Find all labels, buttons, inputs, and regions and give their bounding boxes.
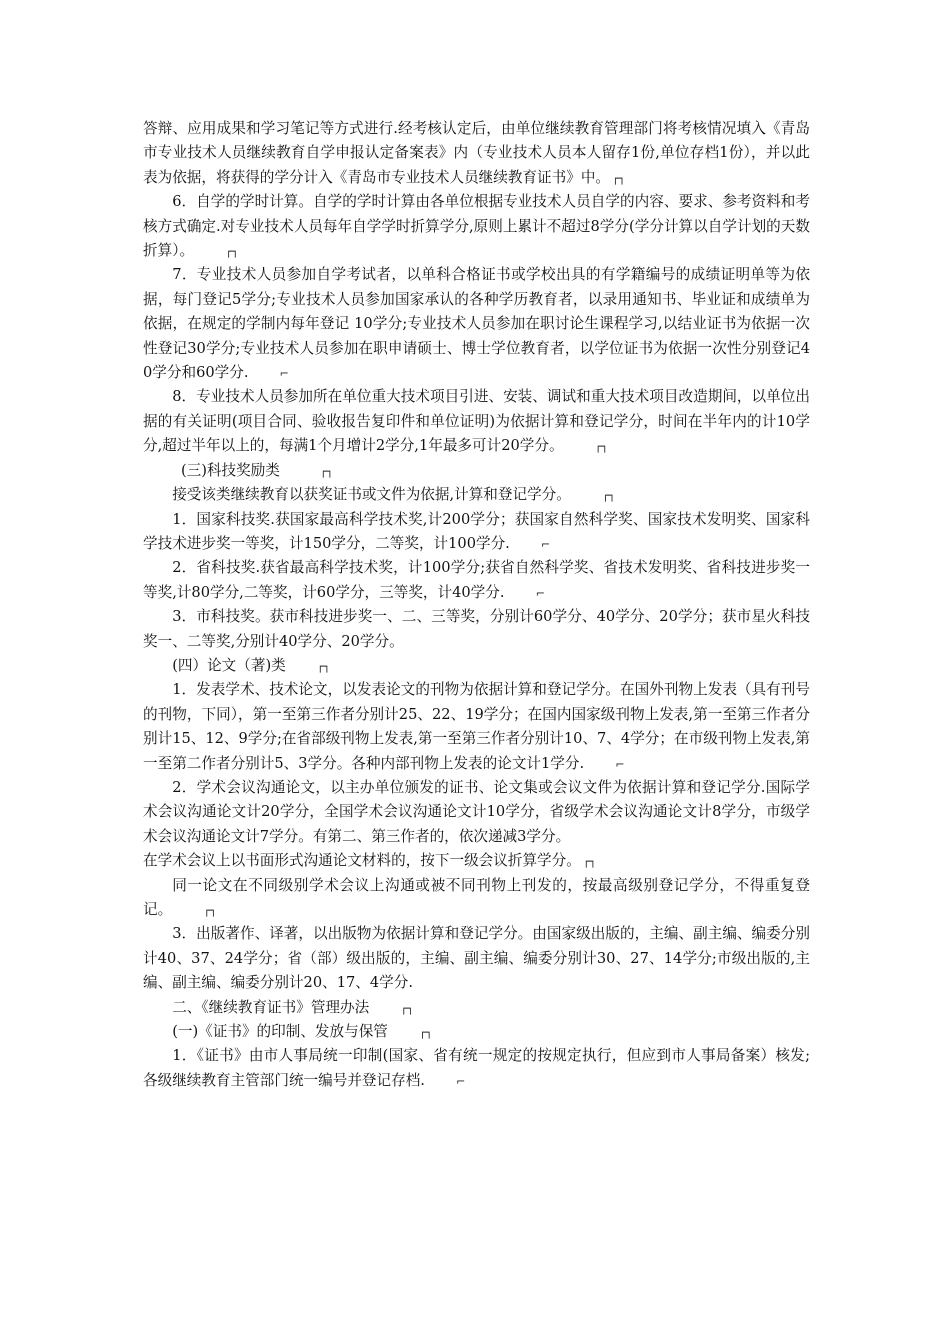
paragraph-text: 答辩、应用成果和学习笔记等方式进行.经考核认定后，由单位继续教育管理部门将考核情况填入《青岛市专业技术人员继续教育自学申报认定备案表》内（专业技术人员本人留存1份,单位存档1份），并以此表为依据，将获得的学分计入《青岛市专业技术人员继续教育证书》中。 [143, 120, 810, 186]
paragraph-text: 2．学术会议沟通论文，以主办单位颁发的证书、论文集或会议文件为依据计算和登记学分.国际学术会议沟通论文计20学分，全国学术会议沟通论文计10学分，省级学术会议沟通论文计8学分，市级学术会议沟通论文计7学分。有第二、第三作者的，依次递减3学分。 [143, 778, 810, 845]
paragraph-mark-icon: ┌┐ [225, 245, 239, 259]
heading-text: (三)科技奖励类 [180, 461, 280, 479]
paragraph-mark-icon: ┌┐ [582, 855, 597, 869]
paragraph-mark-icon: ┌┐ [594, 440, 608, 454]
paragraph-text: 在学术会议上以书面形式沟通论文材料的，按下一级会议折算学分。 [143, 852, 581, 870]
paragraph-self-study-assessment [143, 117, 810, 190]
paragraph-mark-icon: ⌐ [541, 537, 551, 551]
section-heading-papers [143, 654, 810, 678]
paragraph-written-exchange [143, 849, 810, 873]
paragraph-published-papers [143, 678, 810, 776]
paragraph-mark-icon: ⌐ [615, 757, 625, 771]
heading-text: (一)《证书》的印制、发放与保管 [172, 1023, 388, 1041]
paragraph-certificate-issuing [143, 1044, 810, 1093]
paragraph-text: 1．国家科技奖.获国家最高科学技术奖,计200学分；获国家自然科学奖、国家技术发明奖、国家科学技术进步奖一等奖，计150学分，二等奖，计100学分. [143, 510, 810, 552]
paragraph-mark-icon: ⌐ [535, 586, 545, 600]
paragraph-mark-icon: ┌┐ [316, 659, 331, 673]
section-heading-certificate-management [143, 996, 810, 1020]
paragraph-item-7 [143, 263, 810, 385]
paragraph-text: 3．出版著作、译著，以出版物为依据计算和登记学分。由国家级出版的，主编、副主编、编委分别计40、37、24学分；省（部）级出版的，主编、副主编、编委分别计30、27、14学分;市级出版的,主编、副主编、编委分别计20、17、4学分. [143, 925, 810, 992]
document-body [143, 117, 810, 1093]
paragraph-mark-icon: ┌┐ [419, 1026, 433, 1040]
paragraph-text: 同一论文在不同级别学术会议上沟通或被不同刊物上刊发的，按最高级别登记学分，不得重复登记。 [143, 876, 810, 918]
paragraph-item-6 [143, 190, 810, 263]
paragraph-item-8 [143, 385, 810, 458]
paragraph-provincial-award [143, 556, 810, 605]
section-heading-certificate-printing [143, 1020, 810, 1044]
paragraph-conference-papers [143, 776, 810, 849]
paragraph-text: 8．专业技术人员参加所在单位重大技术项目引进、安装、调试和重大技术项目改造期间，以单位出据的有关证明(项目合同、验收报告复印件和单位证明)为依据计算和登记学分，时间在半年内的计10学分,超过半年以上的，每满1个月增计2学分,1年最多可计20学分。 [143, 388, 810, 455]
paragraph-text: 7．专业技术人员参加自学考试者，以单科合格证书或学校出具的有学籍编号的成绩证明单等为依据，每门登记5学分;专业技术人员参加国家承认的各种学历教育者，以录用通知书、毕业证和成绩单为依据，在规定的学制内每年登记 10学分;专业技术人员参加在职讨论生课程学习,以结业证书为依据一次性登记30学分;专业技术人员参加在职申请硕士、博士学位教育者，以学位证书为依据一次性分别登记40学分和60学分. [143, 266, 810, 382]
section-heading-awards [143, 459, 810, 483]
paragraph-mark-icon: ┌┐ [400, 1001, 414, 1015]
paragraph-national-award [143, 508, 810, 557]
paragraph-awards-intro [143, 483, 810, 507]
paragraph-mark-icon: ┌┐ [203, 904, 217, 917]
heading-text: 二、《继续教育证书》管理办法 [172, 998, 370, 1016]
paragraph-publications [143, 922, 810, 995]
paragraph-text: 3．市科技奖。获市科技进步奖一、二、三等奖，分别计60学分、40学分、20学分；获市星火科技奖一、二等奖,分别计40学分、20学分。 [143, 608, 810, 650]
paragraph-mark-icon: ┌┐ [319, 464, 334, 478]
paragraph-mark-icon: ┌┐ [612, 171, 626, 185]
paragraph-no-duplicate [143, 874, 810, 923]
paragraph-text: 2．省科技奖.获省最高科学技术奖，计100学分;获省自然科学奖、省技术发明奖、省科技进步奖一等奖,计80学分,二等奖，计60学分，三等奖，计40学分. [143, 559, 810, 601]
paragraph-text: 1．《证书》由市人事局统一印制(国家、省有统一规定的按规定执行，但应到市人事局备案）核发;各级继续教育主管部门统一编号并登记存档. [143, 1047, 810, 1089]
paragraph-mark-icon: ⌐ [456, 1074, 466, 1088]
paragraph-text: 接受该类继续教育以获奖证书或文件为依据,计算和登记学分。 [172, 486, 571, 504]
paragraph-text: 6．自学的学时计算。自学的学时计算由各单位根据专业技术人员自学的内容、要求、参考资料和考核方式确定.对专业技术人员每年自学学时折算学分,原则上累计不超过8学分(学分计算以自学计划的天数折算）。 [143, 193, 810, 260]
paragraph-text: 1．发表学术、技术论文，以发表论文的刊物为依据计算和登记学分。在国外刊物上发表（具有刊号的刊物，下同），第一至第三作者分别计25、22、19学分；在国内国家级刊物上发表,第一至第三作者分别计15、12、9学分;在省部级刊物上发表,第一至第三作者分别计10、7、4学分；在市级刊物上发表,第一至第二作者分别计5、3学分。各种内部刊物上发表的论文计1学分. [143, 681, 810, 772]
paragraph-mark-icon: ┌┐ [602, 489, 616, 503]
heading-text: (四）论文（著)类 [172, 656, 286, 674]
paragraph-mark-icon: ⌐ [279, 367, 289, 381]
paragraph-city-award [143, 605, 810, 654]
